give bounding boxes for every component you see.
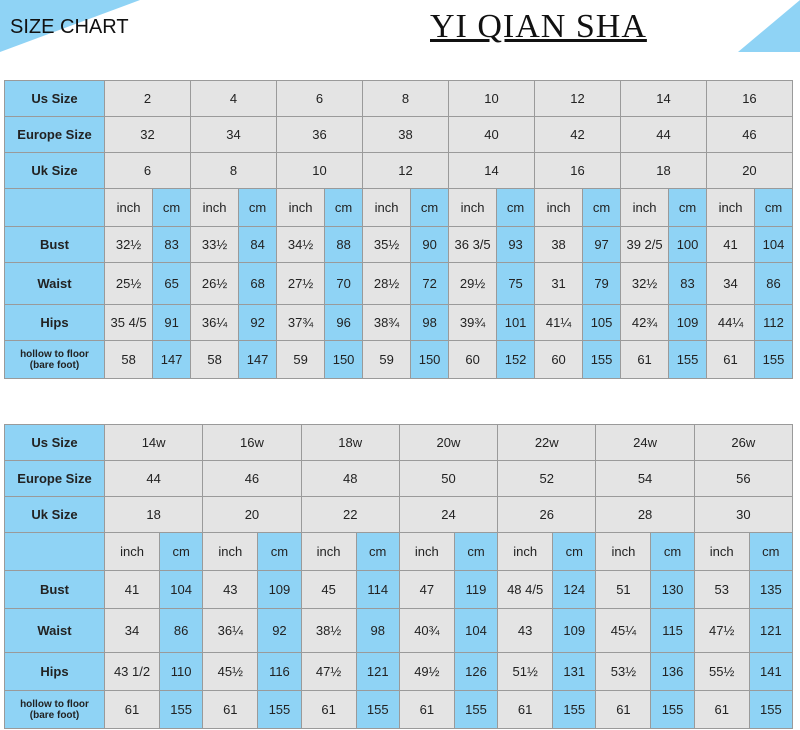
hollow-cm-cell: 150 [411, 341, 449, 379]
waist-inch-cell: 45¼ [596, 609, 651, 653]
hips-cm-cell: 91 [153, 305, 191, 341]
hollow-inch-cell: 58 [105, 341, 153, 379]
bust-cm-cell: 104 [160, 571, 203, 609]
bust-cm-cell: 119 [454, 571, 497, 609]
size-europe-cell: 54 [596, 461, 694, 497]
size-us-cell: 8 [363, 81, 449, 117]
unit-cm-cell: cm [160, 533, 203, 571]
unit-cm-cell: cm [755, 189, 793, 227]
bust-inch-cell: 43 [203, 571, 258, 609]
hollow-inch-cell: 59 [363, 341, 411, 379]
size-uk-cell: 18 [105, 497, 203, 533]
bust-cm-cell: 84 [239, 227, 277, 263]
size-us-cell: 24w [596, 425, 694, 461]
size-us-cell: 2 [105, 81, 191, 117]
size-uk-cell: 24 [399, 497, 497, 533]
size-europe-cell: 56 [694, 461, 792, 497]
unit-cm-cell: cm [258, 533, 301, 571]
size-europe-cell: 48 [301, 461, 399, 497]
hollow-inch-cell: 61 [203, 691, 258, 729]
unit-inch-cell: inch [191, 189, 239, 227]
table-row-waist [5, 263, 793, 305]
bust-inch-cell: 51 [596, 571, 651, 609]
waist-inch-cell: 28½ [363, 263, 411, 305]
bust-inch-cell: 36 3/5 [449, 227, 497, 263]
size-us-cell: 12 [534, 81, 620, 117]
size-uk-cell: 30 [694, 497, 792, 533]
waist-cm-cell: 86 [755, 263, 793, 305]
hollow-cm-cell: 155 [356, 691, 399, 729]
bust-inch-cell: 34½ [277, 227, 325, 263]
unit-cm-cell: cm [553, 533, 596, 571]
hips-cm-cell: 101 [497, 305, 535, 341]
unit-inch-cell: inch [596, 533, 651, 571]
size-us-cell: 20w [399, 425, 497, 461]
unit-inch-cell: inch [277, 189, 325, 227]
table-row-bust [5, 571, 793, 609]
waist-inch-cell: 38½ [301, 609, 356, 653]
hips-cm-cell: 109 [669, 305, 707, 341]
table-row-waist [5, 609, 793, 653]
size-europe-cell: 32 [105, 117, 191, 153]
hips-inch-cell: 37¾ [277, 305, 325, 341]
hips-inch-cell: 39¾ [449, 305, 497, 341]
unit-cm-cell: cm [239, 189, 277, 227]
bust-cm-cell: 124 [553, 571, 596, 609]
table-row-bust [5, 227, 793, 263]
bust-inch-cell: 32½ [105, 227, 153, 263]
hips-inch-cell: 53½ [596, 653, 651, 691]
table-row-us [5, 81, 793, 117]
table-row-units [5, 189, 793, 227]
size-us-cell: 16 [706, 81, 792, 117]
size-us-cell: 22w [498, 425, 596, 461]
size-us-cell: 26w [694, 425, 792, 461]
hips-inch-cell: 44¼ [706, 305, 754, 341]
hips-cm-cell: 121 [356, 653, 399, 691]
table-row-units [5, 533, 793, 571]
row-label-bust: Bust [5, 571, 105, 609]
size-uk-cell: 6 [105, 153, 191, 189]
size-europe-cell: 44 [105, 461, 203, 497]
hollow-inch-cell: 60 [534, 341, 582, 379]
hips-inch-cell: 43 1/2 [105, 653, 160, 691]
unit-cm-cell: cm [411, 189, 449, 227]
bust-inch-cell: 48 4/5 [498, 571, 553, 609]
size-europe-cell: 46 [203, 461, 301, 497]
bust-inch-cell: 39 2/5 [620, 227, 668, 263]
bust-cm-cell: 114 [356, 571, 399, 609]
unit-inch-cell: inch [534, 189, 582, 227]
row-label-bust: Bust [5, 227, 105, 263]
unit-inch-cell: inch [105, 533, 160, 571]
waist-cm-cell: 70 [325, 263, 363, 305]
waist-cm-cell: 68 [239, 263, 277, 305]
hollow-cm-cell: 155 [160, 691, 203, 729]
hollow-cm-cell: 147 [239, 341, 277, 379]
bust-inch-cell: 47 [399, 571, 454, 609]
bust-inch-cell: 45 [301, 571, 356, 609]
unit-inch-cell: inch [105, 189, 153, 227]
waist-cm-cell: 75 [497, 263, 535, 305]
bust-cm-cell: 100 [669, 227, 707, 263]
row-label-hollow [5, 341, 105, 379]
size-uk-cell: 18 [620, 153, 706, 189]
hollow-inch-cell: 61 [620, 341, 668, 379]
waist-inch-cell: 25½ [105, 263, 153, 305]
size-uk-cell: 12 [363, 153, 449, 189]
size-uk-cell: 22 [301, 497, 399, 533]
unit-inch-cell: inch [498, 533, 553, 571]
waist-inch-cell: 36¼ [203, 609, 258, 653]
row-label-us: Us Size [5, 81, 105, 117]
waist-cm-cell: 121 [749, 609, 792, 653]
size-uk-cell: 10 [277, 153, 363, 189]
hollow-cm-cell: 150 [325, 341, 363, 379]
row-label-uk: Uk Size [5, 497, 105, 533]
hips-inch-cell: 51½ [498, 653, 553, 691]
row-label-hollow-line2: (bare foot) [29, 359, 80, 371]
bust-cm-cell: 104 [755, 227, 793, 263]
table-row-hollow [5, 341, 793, 379]
size-europe-cell: 52 [498, 461, 596, 497]
hips-cm-cell: 141 [749, 653, 792, 691]
hips-cm-cell: 112 [755, 305, 793, 341]
size-europe-cell: 34 [191, 117, 277, 153]
hollow-inch-cell: 61 [694, 691, 749, 729]
row-label-hollow-line1: hollow to floor [20, 698, 89, 710]
size-europe-cell: 44 [620, 117, 706, 153]
size-europe-cell: 36 [277, 117, 363, 153]
bust-cm-cell: 90 [411, 227, 449, 263]
table-row-europe [5, 461, 793, 497]
hips-cm-cell: 116 [258, 653, 301, 691]
row-label-hips: Hips [5, 305, 105, 341]
unit-cm-cell: cm [669, 189, 707, 227]
bust-cm-cell: 93 [497, 227, 535, 263]
table-row-hips [5, 653, 793, 691]
row-label-hips: Hips [5, 653, 105, 691]
size-table-plus [4, 424, 793, 729]
brand-title: YI QIAN SHA [430, 8, 647, 45]
size-europe-cell: 46 [706, 117, 792, 153]
row-label-hollow [5, 691, 105, 729]
unit-inch-cell: inch [301, 533, 356, 571]
size-us-cell: 14w [105, 425, 203, 461]
size-us-cell: 16w [203, 425, 301, 461]
unit-cm-cell: cm [749, 533, 792, 571]
unit-inch-cell: inch [203, 533, 258, 571]
unit-cm-cell: cm [454, 533, 497, 571]
hollow-cm-cell: 152 [497, 341, 535, 379]
hips-cm-cell: 96 [325, 305, 363, 341]
waist-cm-cell: 109 [553, 609, 596, 653]
waist-cm-cell: 79 [583, 263, 621, 305]
hollow-inch-cell: 61 [706, 341, 754, 379]
hips-cm-cell: 105 [583, 305, 621, 341]
hips-inch-cell: 36¼ [191, 305, 239, 341]
hollow-inch-cell: 61 [399, 691, 454, 729]
corner-accent-right [738, 0, 800, 52]
unit-cm-cell: cm [356, 533, 399, 571]
hips-inch-cell: 49½ [399, 653, 454, 691]
row-label-us: Us Size [5, 425, 105, 461]
row-label-europe: Europe Size [5, 461, 105, 497]
unit-cm-cell: cm [497, 189, 535, 227]
waist-inch-cell: 27½ [277, 263, 325, 305]
hips-cm-cell: 98 [411, 305, 449, 341]
waist-cm-cell: 104 [454, 609, 497, 653]
row-label-empty [5, 533, 105, 571]
table-row-hips [5, 305, 793, 341]
size-us-cell: 10 [449, 81, 535, 117]
waist-cm-cell: 65 [153, 263, 191, 305]
size-uk-cell: 8 [191, 153, 277, 189]
hollow-cm-cell: 155 [669, 341, 707, 379]
hollow-inch-cell: 61 [498, 691, 553, 729]
table-row-uk [5, 497, 793, 533]
hips-cm-cell: 92 [239, 305, 277, 341]
hollow-cm-cell: 155 [583, 341, 621, 379]
waist-cm-cell: 98 [356, 609, 399, 653]
hips-inch-cell: 45½ [203, 653, 258, 691]
size-table-regular [4, 80, 793, 379]
hips-inch-cell: 38¾ [363, 305, 411, 341]
size-uk-cell: 20 [203, 497, 301, 533]
waist-inch-cell: 34 [706, 263, 754, 305]
hips-cm-cell: 110 [160, 653, 203, 691]
bust-inch-cell: 53 [694, 571, 749, 609]
size-uk-cell: 16 [534, 153, 620, 189]
bust-inch-cell: 41 [706, 227, 754, 263]
waist-inch-cell: 32½ [620, 263, 668, 305]
unit-cm-cell: cm [153, 189, 191, 227]
bust-cm-cell: 88 [325, 227, 363, 263]
row-label-europe: Europe Size [5, 117, 105, 153]
unit-inch-cell: inch [399, 533, 454, 571]
waist-inch-cell: 43 [498, 609, 553, 653]
hollow-cm-cell: 147 [153, 341, 191, 379]
hollow-inch-cell: 61 [596, 691, 651, 729]
hips-cm-cell: 131 [553, 653, 596, 691]
hollow-cm-cell: 155 [651, 691, 694, 729]
size-europe-cell: 38 [363, 117, 449, 153]
hips-inch-cell: 47½ [301, 653, 356, 691]
size-uk-cell: 28 [596, 497, 694, 533]
bust-inch-cell: 33½ [191, 227, 239, 263]
table-row-us [5, 425, 793, 461]
row-label-waist: Waist [5, 609, 105, 653]
hollow-inch-cell: 60 [449, 341, 497, 379]
row-label-hollow-line2: (bare foot) [29, 709, 80, 721]
unit-cm-cell: cm [651, 533, 694, 571]
size-uk-cell: 26 [498, 497, 596, 533]
bust-cm-cell: 135 [749, 571, 792, 609]
waist-inch-cell: 29½ [449, 263, 497, 305]
row-label-hollow-line1: hollow to floor [20, 348, 89, 360]
waist-cm-cell: 92 [258, 609, 301, 653]
hips-inch-cell: 35 4/5 [105, 305, 153, 341]
unit-inch-cell: inch [694, 533, 749, 571]
table-row-uk [5, 153, 793, 189]
waist-cm-cell: 72 [411, 263, 449, 305]
bust-cm-cell: 130 [651, 571, 694, 609]
size-europe-cell: 42 [534, 117, 620, 153]
row-label-uk: Uk Size [5, 153, 105, 189]
bust-inch-cell: 35½ [363, 227, 411, 263]
unit-cm-cell: cm [325, 189, 363, 227]
hollow-cm-cell: 155 [258, 691, 301, 729]
hollow-cm-cell: 155 [553, 691, 596, 729]
size-chart-label: SIZE CHART [10, 16, 129, 38]
table-row-europe [5, 117, 793, 153]
size-uk-cell: 14 [449, 153, 535, 189]
row-label-empty [5, 189, 105, 227]
hollow-inch-cell: 58 [191, 341, 239, 379]
unit-inch-cell: inch [449, 189, 497, 227]
waist-inch-cell: 31 [534, 263, 582, 305]
hips-inch-cell: 41¼ [534, 305, 582, 341]
hips-cm-cell: 126 [454, 653, 497, 691]
waist-inch-cell: 47½ [694, 609, 749, 653]
waist-cm-cell: 86 [160, 609, 203, 653]
size-us-cell: 14 [620, 81, 706, 117]
size-europe-cell: 50 [399, 461, 497, 497]
hollow-cm-cell: 155 [454, 691, 497, 729]
size-europe-cell: 40 [449, 117, 535, 153]
hollow-inch-cell: 59 [277, 341, 325, 379]
bust-inch-cell: 38 [534, 227, 582, 263]
waist-inch-cell: 40¾ [399, 609, 454, 653]
hollow-inch-cell: 61 [301, 691, 356, 729]
bust-cm-cell: 109 [258, 571, 301, 609]
size-us-cell: 18w [301, 425, 399, 461]
hips-cm-cell: 136 [651, 653, 694, 691]
hollow-cm-cell: 155 [755, 341, 793, 379]
size-uk-cell: 20 [706, 153, 792, 189]
hips-inch-cell: 55½ [694, 653, 749, 691]
bust-cm-cell: 97 [583, 227, 621, 263]
size-us-cell: 6 [277, 81, 363, 117]
bust-inch-cell: 41 [105, 571, 160, 609]
unit-inch-cell: inch [363, 189, 411, 227]
unit-inch-cell: inch [706, 189, 754, 227]
hollow-cm-cell: 155 [749, 691, 792, 729]
size-us-cell: 4 [191, 81, 277, 117]
hollow-inch-cell: 61 [105, 691, 160, 729]
waist-cm-cell: 115 [651, 609, 694, 653]
waist-inch-cell: 34 [105, 609, 160, 653]
unit-cm-cell: cm [583, 189, 621, 227]
waist-inch-cell: 26½ [191, 263, 239, 305]
table-row-hollow [5, 691, 793, 729]
unit-inch-cell: inch [620, 189, 668, 227]
hips-inch-cell: 42¾ [620, 305, 668, 341]
row-label-waist: Waist [5, 263, 105, 305]
waist-cm-cell: 83 [669, 263, 707, 305]
bust-cm-cell: 83 [153, 227, 191, 263]
